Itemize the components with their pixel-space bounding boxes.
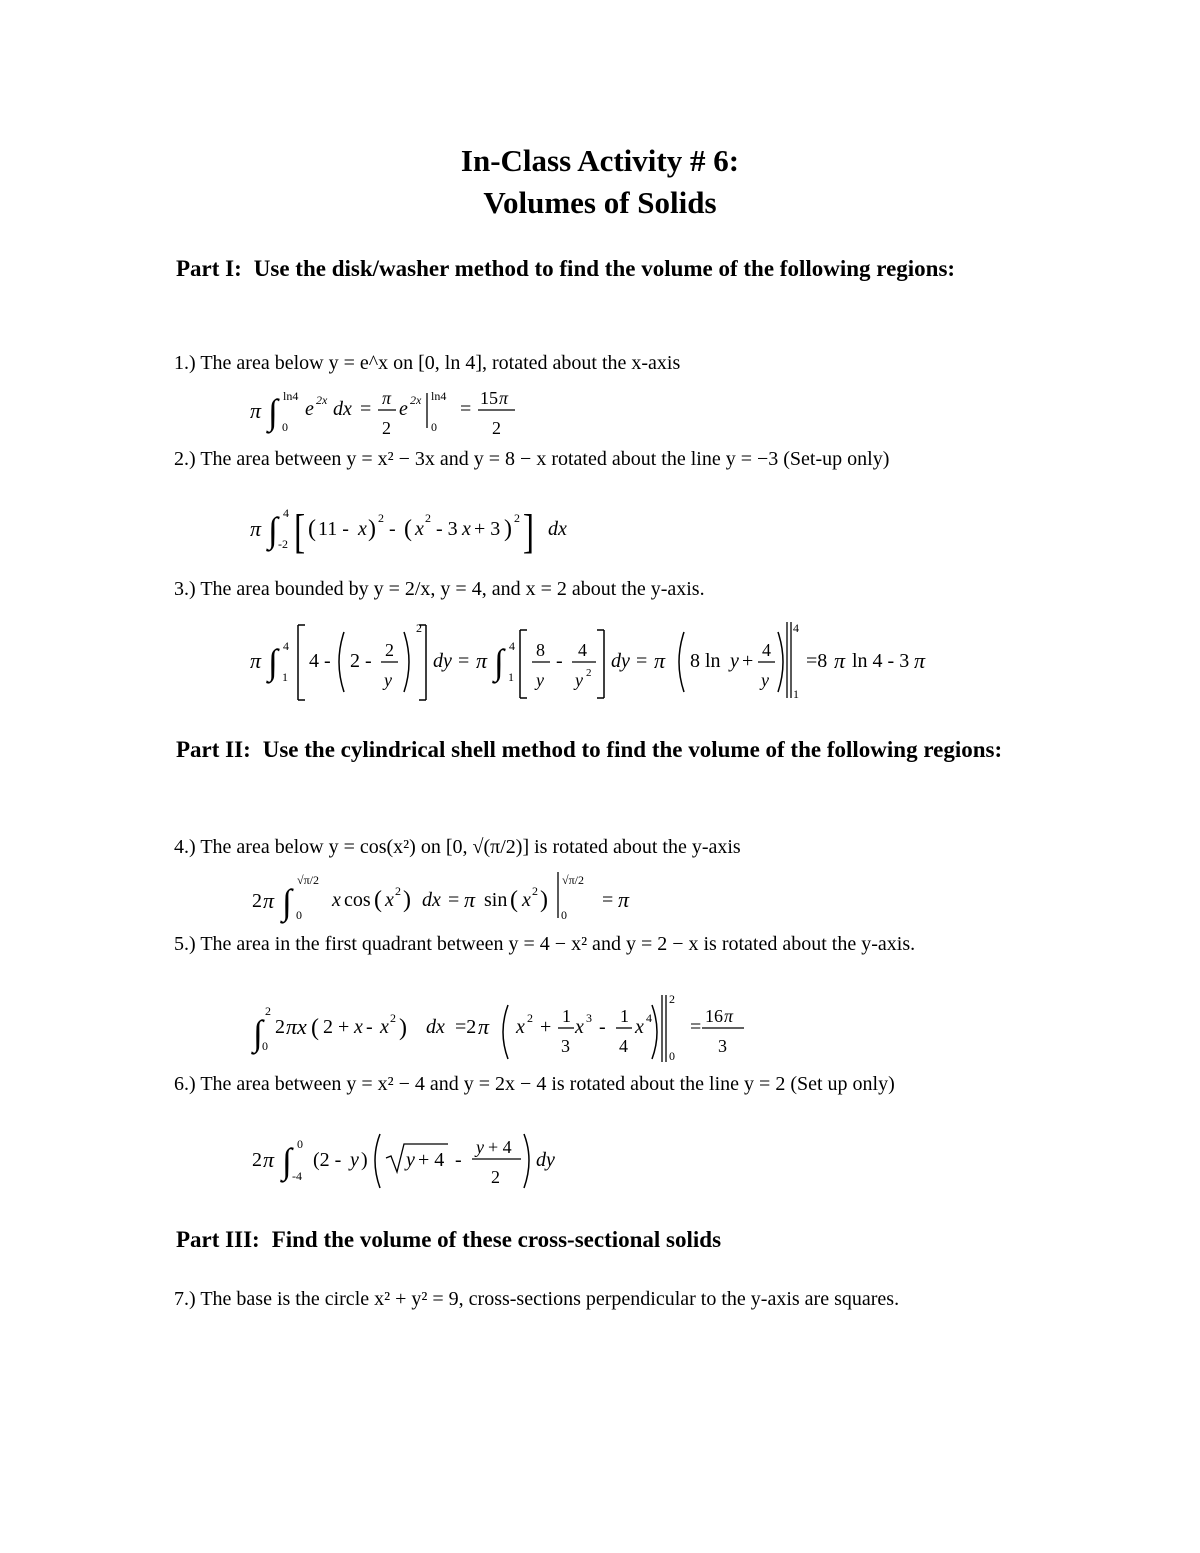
solution-6 — [252, 1134, 555, 1188]
svg-text:2: 2 — [586, 667, 592, 679]
svg-text:-: - — [366, 1016, 373, 1038]
page-title: In-Class Activity # 6: — [460, 143, 740, 178]
svg-text:x: x — [575, 1016, 584, 1038]
svg-text:-: - — [556, 650, 563, 672]
svg-text:4: 4 — [646, 1011, 652, 1025]
svg-text:=: = — [602, 889, 614, 911]
svg-text:2: 2 — [514, 511, 520, 525]
svg-text:x: x — [462, 518, 471, 540]
problem-text: The area bounded by y = 2/x, y = 4, and x = 2 about the y-axis. — [200, 578, 705, 600]
problem-number: 3.) — [174, 578, 196, 600]
svg-text:dx: dx — [333, 398, 352, 420]
problem-5 — [174, 929, 1014, 960]
svg-text:√π/2: √π/2 — [297, 873, 319, 887]
part-instruction: Use the disk/washer method to find the volume of the following regions: — [253, 256, 956, 281]
svg-text:∫: ∫ — [268, 392, 278, 432]
svg-text:√π/2: √π/2 — [562, 873, 584, 887]
svg-text:2x: 2x — [316, 393, 328, 407]
problem-number: 7.) — [174, 1288, 196, 1310]
svg-text:dy: dy — [611, 650, 630, 672]
svg-text:1: 1 — [793, 687, 799, 701]
problem-text: The area below y = cos(x²) on [0, √(π/2)] is rotated about the y-axis — [200, 836, 741, 858]
svg-text:cos: cos — [344, 889, 371, 911]
svg-text:(: ( — [311, 1015, 319, 1041]
svg-text:x: x — [354, 1016, 363, 1038]
part-2-heading — [176, 733, 1006, 766]
svg-text:): ) — [399, 1015, 407, 1041]
problem-3 — [174, 574, 1014, 605]
part-label: Part I: — [176, 256, 242, 281]
svg-text:y: y — [730, 650, 739, 672]
svg-text:=8: =8 — [806, 650, 828, 672]
svg-text:dx: dx — [422, 889, 441, 911]
svg-text:0: 0 — [431, 420, 437, 434]
problem-text: The area in the first quadrant between y = 4 − x² and y = 2 − x is rotated about the y-axis. — [200, 933, 916, 955]
svg-text:): ) — [504, 516, 512, 542]
svg-text:0: 0 — [296, 908, 302, 922]
svg-text:4: 4 — [509, 639, 515, 653]
svg-text:π: π — [499, 388, 509, 408]
svg-text:x: x — [516, 1016, 525, 1038]
svg-text:π: π — [724, 1006, 734, 1026]
svg-text:x: x — [385, 889, 394, 911]
svg-text:dy: dy — [433, 650, 452, 672]
svg-text:2: 2 — [527, 1011, 533, 1025]
svg-text:π: π — [834, 648, 846, 673]
svg-text:π: π — [250, 516, 262, 541]
svg-text:2: 2 — [416, 621, 422, 635]
part-label: Part II: — [176, 737, 251, 762]
svg-text:π: π — [914, 648, 926, 673]
svg-text:2: 2 — [425, 511, 431, 525]
problem-text: The area below y = e^x on [0, ln 4], rotated about the x-axis — [200, 352, 681, 374]
svg-text:e: e — [399, 398, 408, 420]
svg-text:3: 3 — [561, 1036, 570, 1056]
problem-2 — [174, 444, 1014, 475]
svg-text:dx: dx — [548, 518, 567, 540]
svg-text:1: 1 — [508, 670, 514, 684]
svg-text:π: π — [250, 648, 262, 673]
svg-text:2: 2 — [532, 884, 538, 898]
svg-text:- 3: - 3 — [436, 518, 458, 540]
svg-text:2: 2 — [252, 890, 262, 912]
svg-text:-4: -4 — [292, 1169, 302, 1183]
svg-text:15: 15 — [480, 388, 498, 408]
part-3-heading — [176, 1223, 1006, 1256]
svg-text:): ) — [403, 887, 411, 913]
svg-text:∫: ∫ — [282, 882, 292, 922]
svg-text:∫: ∫ — [282, 1141, 292, 1181]
solution-1 — [250, 388, 515, 438]
svg-text:∫: ∫ — [268, 642, 278, 682]
svg-text:=: = — [360, 398, 372, 420]
problem-number: 5.) — [174, 933, 196, 955]
svg-text:ln 4 - 3: ln 4 - 3 — [852, 650, 910, 672]
problem-text: The area between y = x² − 3x and y = 8 − x rotated about the line y = −3 (Set-up only) — [200, 448, 890, 470]
svg-text:+ 3: + 3 — [474, 518, 501, 540]
svg-text:[: [ — [294, 504, 306, 558]
svg-text:y: y — [536, 670, 544, 690]
svg-text:-2: -2 — [278, 537, 288, 551]
svg-text:4: 4 — [283, 639, 289, 653]
problem-1 — [174, 348, 1014, 379]
part-instruction: Find the volume of these cross-sectional solids — [271, 1227, 722, 1252]
svg-text:): ) — [361, 1149, 368, 1171]
svg-text:π: π — [250, 398, 262, 423]
problem-4 — [174, 832, 1014, 863]
svg-text:=: = — [460, 398, 472, 420]
svg-text:4: 4 — [793, 621, 799, 635]
problem-6 — [174, 1069, 1014, 1100]
svg-text:(: ( — [404, 516, 412, 542]
svg-text:x: x — [522, 889, 531, 911]
svg-text:2: 2 — [395, 884, 401, 898]
svg-text:π: π — [618, 887, 630, 912]
part-1-heading — [176, 252, 1006, 285]
svg-text:∫: ∫ — [253, 1013, 263, 1053]
svg-text:11 -: 11 - — [318, 518, 349, 540]
svg-text:x: x — [380, 1016, 389, 1038]
page-subtitle: Volumes of Solids — [483, 185, 717, 220]
svg-text:∫: ∫ — [268, 510, 278, 550]
solution-3 — [250, 621, 926, 701]
solution-4 — [252, 872, 630, 924]
svg-text:-: - — [389, 518, 396, 540]
svg-text:2: 2 — [265, 1004, 271, 1018]
svg-text:π: π — [654, 648, 666, 673]
svg-text:sin: sin — [484, 889, 508, 911]
svg-text:2 -: 2 - — [350, 650, 372, 672]
svg-text:(: ( — [510, 887, 518, 913]
svg-text:2: 2 — [382, 418, 391, 438]
svg-text:+ 4: + 4 — [418, 1149, 445, 1171]
svg-text:x: x — [332, 889, 341, 911]
svg-text:π: π — [478, 1014, 490, 1039]
svg-text:8: 8 — [536, 640, 545, 660]
svg-text:1: 1 — [620, 1006, 629, 1026]
svg-text:0: 0 — [297, 1137, 303, 1151]
svg-text:2: 2 — [390, 1011, 396, 1025]
svg-text:=: = — [448, 889, 460, 911]
svg-text:ln4: ln4 — [283, 389, 299, 403]
svg-text:2: 2 — [378, 511, 384, 525]
svg-text:y: y — [406, 1149, 415, 1171]
svg-text:π: π — [382, 388, 392, 408]
svg-text:16: 16 — [705, 1006, 723, 1026]
svg-text:y: y — [476, 1137, 484, 1157]
problem-number: 4.) — [174, 836, 196, 858]
svg-text:dx: dx — [426, 1016, 445, 1038]
problem-number: 6.) — [174, 1073, 196, 1095]
part-label: Part III: — [176, 1227, 260, 1252]
problem-7 — [174, 1284, 1014, 1315]
svg-text:=: = — [636, 650, 648, 672]
svg-text:∫: ∫ — [494, 642, 504, 682]
svg-text:-: - — [599, 1016, 606, 1038]
svg-text:0: 0 — [669, 1049, 675, 1063]
svg-text:2: 2 — [492, 418, 501, 438]
svg-text:2: 2 — [275, 1016, 285, 1038]
svg-text:π: π — [263, 1147, 275, 1172]
svg-text:ln4: ln4 — [431, 389, 447, 403]
svg-text:4: 4 — [762, 640, 771, 660]
svg-text:2x: 2x — [410, 393, 422, 407]
part-instruction: Use the cylindrical shell method to find the volume of the following regions: — [262, 737, 1003, 762]
svg-text:π: π — [263, 888, 275, 913]
svg-text:(: ( — [308, 516, 316, 542]
svg-text:y: y — [384, 670, 392, 690]
svg-text:x: x — [415, 518, 424, 540]
svg-text:dy: dy — [536, 1149, 555, 1171]
svg-text:4: 4 — [619, 1036, 628, 1056]
svg-text:4 -: 4 - — [309, 650, 331, 672]
svg-text:2: 2 — [252, 1149, 262, 1171]
svg-text:8 ln: 8 ln — [690, 650, 721, 672]
svg-text:+ 4: + 4 — [488, 1137, 512, 1157]
svg-text:2: 2 — [669, 992, 675, 1006]
problem-number: 1.) — [174, 352, 196, 374]
svg-text:=2: =2 — [455, 1016, 477, 1038]
svg-text:): ) — [540, 887, 548, 913]
svg-text:y: y — [575, 670, 583, 690]
svg-text:+: + — [742, 650, 754, 672]
svg-text:2: 2 — [385, 640, 394, 660]
svg-text:x: x — [635, 1016, 644, 1038]
svg-text:1: 1 — [562, 1006, 571, 1026]
svg-text:y: y — [761, 670, 769, 690]
problem-text: The base is the circle x² + y² = 9, cross-sections perpendicular to the y-axis are squares. — [200, 1288, 900, 1310]
svg-text:0: 0 — [561, 908, 567, 922]
solution-2 — [250, 504, 567, 557]
svg-text:y: y — [350, 1149, 359, 1171]
svg-text:): ) — [368, 516, 376, 542]
svg-text:2 +: 2 + — [323, 1016, 350, 1038]
svg-text:πx: πx — [286, 1014, 307, 1039]
svg-text:1: 1 — [282, 670, 288, 684]
svg-text:]: ] — [522, 504, 535, 558]
svg-text:4: 4 — [283, 506, 289, 520]
problem-number: 2.) — [174, 448, 196, 470]
svg-text:0: 0 — [282, 420, 288, 434]
svg-text:=: = — [690, 1016, 702, 1038]
svg-text:4: 4 — [578, 640, 587, 660]
svg-text:2: 2 — [491, 1167, 500, 1187]
svg-text:(: ( — [374, 887, 382, 913]
svg-text:-: - — [455, 1149, 462, 1171]
svg-text:π: π — [476, 648, 488, 673]
svg-text:π: π — [464, 887, 476, 912]
svg-text:3: 3 — [586, 1011, 592, 1025]
svg-text:3: 3 — [718, 1036, 727, 1056]
svg-text:+: + — [540, 1016, 552, 1038]
svg-text:0: 0 — [262, 1039, 268, 1053]
svg-text:e: e — [305, 398, 314, 420]
svg-text:=: = — [458, 650, 470, 672]
solution-5 — [251, 992, 744, 1063]
svg-text:x: x — [358, 518, 367, 540]
problem-text: The area between y = x² − 4 and y = 2x − 4 is rotated about the line y = 2 (Set up only) — [200, 1073, 895, 1095]
svg-text:(2 -: (2 - — [313, 1149, 342, 1171]
